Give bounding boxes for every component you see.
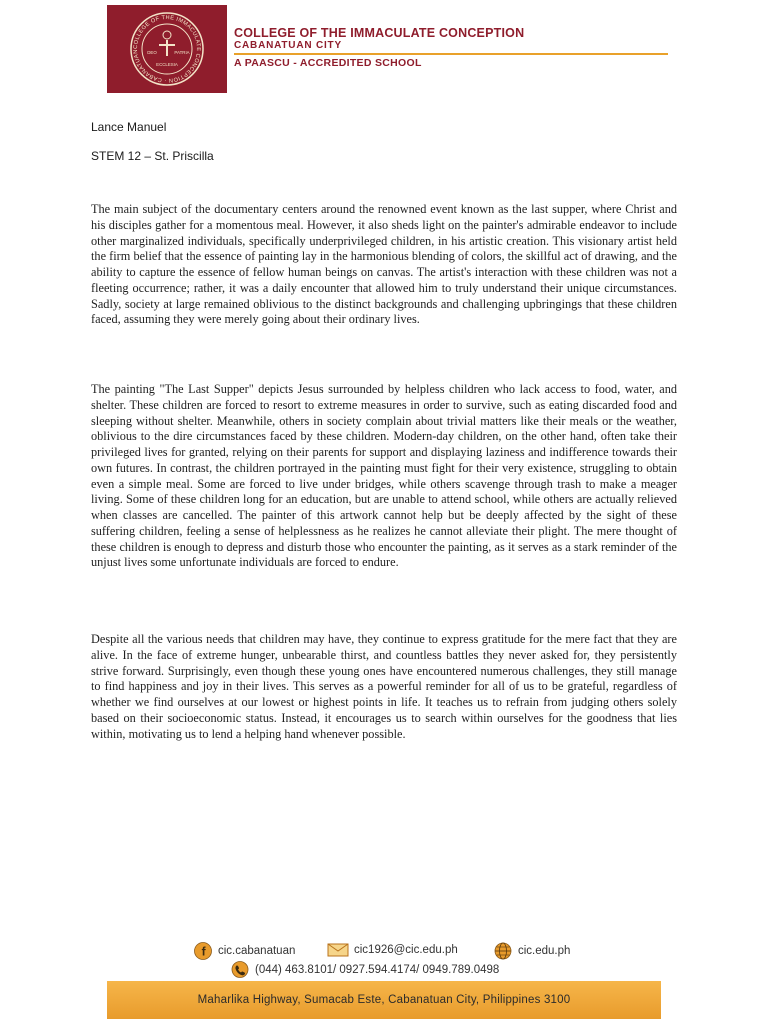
email-contact[interactable]	[327, 942, 458, 958]
college-seal-icon	[121, 11, 213, 87]
globe-icon	[493, 942, 513, 960]
footer-address: Maharlika Highway, Sumacab Este, Cabanatuan City, Philippines 3100	[197, 994, 571, 1006]
website-url: cic.edu.ph	[518, 945, 571, 957]
phone-numbers: (044) 463.8101/ 0927.594.4174/ 0949.789.0498	[255, 963, 500, 976]
author-name: Lance Manuel	[91, 120, 167, 134]
body-paragraph: The painting "The Last Supper" depicts Jesus surrounded by helpless children who lack access to food, water, and shelter. These children are forced to resort to extreme measures in order to survive, such as eating discarded food and sleeping without shelter. Meanwhile, others in society complain about trivial matters like their meals or the weather, oblivious to the dire circumstances faced by these children. Modern-day children, on the other hand, often take their privileged lives for granted, relying on their parents for support and displaying laziness and indifference towards their own futures. In contrast, the children portrayed in the painting must fight for their very existence, struggling to obtain even a simple meal. Some are forced to live under bridges, while others scavenge through trash to make a meager living. Some of these children long for an education, but are unable to attend school, while others are actually relieved when classes are cancelled. The painter of this artwork cannot help but be deeply affected by the sight of these suffering children, feeling a sense of helplessness as he realizes he cannot alleviate their plight. The mere thought of these children is enough to depress and disturb those who encounter the painting, as it serves as a stark reminder of the unjust lives some unfortunate individuals are forced to endure.	[91, 382, 677, 570]
author-section: STEM 12 – St. Priscilla	[91, 149, 214, 163]
email-address: cic1926@cic.edu.ph	[354, 944, 458, 956]
facebook-icon	[193, 942, 213, 960]
body-paragraph: Despite all the various needs that children may have, they continue to express gratitude for the mere fact that they are alive. In the face of extreme hunger, unbearable thirst, and countless battles they never asked for, they persistently strive forward. Surprisingly, even though these young ones have encountered numerous challenges, they still manage to find happiness and joy in their lives. This serves as a powerful reminder for all of us to be grateful, regardless of whether we find ourselves at our lowest or highest points in life. It teaches us to refrain from judging others solely based on their socioeconomic status. Instead, it encourages us to search within ourselves for the goodness that lies within, motivating us to lend a helping hand whenever possible.	[91, 632, 677, 741]
seal-ring-text: COLLEGE OF THE IMMACULATE CONCEPTION · CABANATUAN	[132, 14, 202, 84]
seal-motto-left: DEO	[147, 50, 157, 55]
college-header	[234, 26, 668, 69]
header-divider	[234, 53, 668, 55]
seal-motto-bottom: ECCLESIA	[156, 62, 178, 67]
accreditation-label: A PAASCU - ACCREDITED SCHOOL	[234, 57, 422, 69]
envelope-icon	[327, 942, 349, 958]
seal-motto-right: PATRIA	[174, 50, 190, 55]
svg-text:f: f	[201, 944, 206, 959]
footer-address-band	[107, 981, 661, 1019]
footer-contacts	[0, 942, 768, 978]
facebook-handle: cic.cabanatuan	[218, 945, 296, 957]
phone-contact[interactable]	[230, 961, 499, 978]
phone-icon	[230, 961, 250, 978]
body-paragraph: The main subject of the documentary centers around the renowned event known as the last supper, where Christ and his disciples gather for a momentous meal. However, it also sheds light on the painter's admirable endeavor to include other marginalized individuals, specifically underprivileged children, in his artistic creation. This visionary artist held the firm belief that the essence of painting lay in the harmonious blending of colors, the skillful act of drawing, and the ability to capture the essence of fellow human beings on canvas. The artist's interaction with these children was not a fleeting occurrence; rather, it was a daily encounter that allowed him to truly understand their unique circumstances. Sadly, society at large remained oblivious to the distinct backgrounds and challenging upbringings that these children faced, assuming they were merely going about their ordinary lives.	[91, 202, 677, 327]
college-city: CABANATUAN CITY	[234, 40, 342, 51]
website-contact[interactable]	[493, 942, 570, 960]
college-name: COLLEGE OF THE IMMACULATE CONCEPTION	[234, 26, 525, 40]
facebook-contact[interactable]	[193, 942, 295, 960]
college-logo-box	[107, 5, 227, 93]
